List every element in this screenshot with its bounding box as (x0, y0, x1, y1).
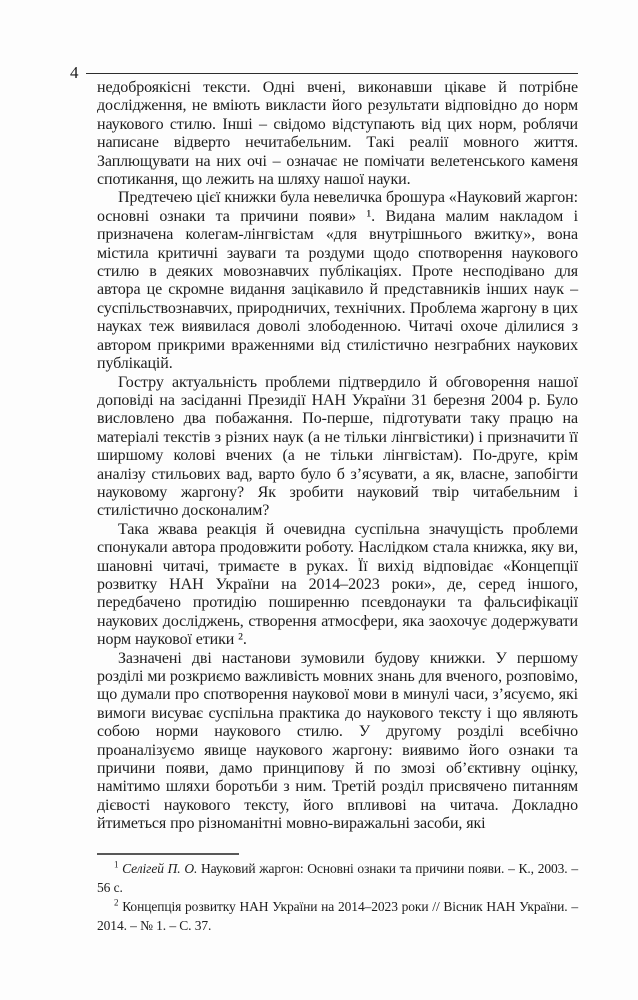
paragraph-continuation: недоброякісні тексти. Одні вчені, виконавши цікаве й потрібне дослідження, не вміють викласти його результати відповідно до норм наукового стилю. Інші – свідомо відступають від цих норм, роблячи написане відверто нечитабельним. Такі реалії мовного життя. Заплющувати на них очі – означає не помічати велетенського каменя спотикання, що лежить на шляху нашої науки. (97, 79, 578, 189)
paragraph: Така жвава реакція й очевидна суспільна значущість проблеми спонукали автора продовжити роботу. Наслідком стала книжка, яку ви, шановні читачі, тримаєте в руках. Її вихід відповідає «Концепції розвитку НАН України на 2014–2023 роки», де, серед іншого, передбачено протидію поширенню псевдонауки та фальсифікації наукових досліджень, створення атмосфери, яка заохочує додержувати норм наукової етики ². (97, 520, 578, 649)
page-number: 4 (70, 63, 79, 82)
footnote-marker: 2 (114, 897, 119, 908)
footnote (97, 859, 578, 897)
body-text (97, 79, 578, 834)
header-rule (86, 73, 579, 74)
footnote-text: Науковий жаргон: Основні ознаки та причини появи. – К., 2003. – 56 с. (97, 861, 578, 895)
footnote-marker: 1 (114, 859, 119, 870)
footnote-author: Селігей П. О. (122, 861, 198, 876)
footnote-text: Концепція розвитку НАН України на 2014–2023 роки // Вісник НАН України. – 2014. – № 1. – С. 37. (97, 899, 578, 933)
footnotes-section (97, 853, 578, 935)
paragraph: Гостру актуальність проблеми підтвердило й обговорення нашої доповіді на засіданні Президії НАН України 31 березня 2004 р. Було висловлено два побажання. По-перше, підготувати таку працю на матеріалі текстів з різних наук (а не тільки лінгвістики) і призначити її ширшому колові вчених (а не тільки лінгвістам). По-друге, крім аналізу стильових вад, варто було б з’ясувати, а як, власне, запобігти науковому жаргону? Як зробити науковий твір читабельним і стилістично досконалим? (97, 373, 578, 520)
paragraph: Зазначені дві настанови зумовили будову книжки. У першому розділі ми розкриємо важливість мовних знань для вченого, розповімо, що думали про спотворення наукової мови в минулі часи, з’ясуємо, які вимоги висуває суспільна практика до наукового тексту і що являють собою норми наукового стилю. У другому розділі всебічно проаналізуємо явище наукового жаргону: виявимо його ознаки та причини появи, дамо принципову й по змозі об’єктивну оцінку, намітимо шляхи боротьби з ним. Третій розділ присвячено питанням дієвості наукового тексту, його впливові на читача. Докладно йтиметься про різноманітні мовно-виражальні засоби, які (97, 649, 578, 833)
footnote (97, 897, 578, 935)
paragraph: Предтечею цієї книжки була невеличка брошура «Науковий жаргон: основні ознаки та причини появи» ¹. Видана малим накладом і призначена колегам-лінгвістам «для внутрішнього вжитку», вона містила критичні зауваги та роздуми щодо спотворення наукового стилю в деяких мовознавчих публікаціях. Проте несподівано для автора це скромне видання зацікавило й представників інших наук – суспільствознавчих, природничих, технічних. Проблема жаргону в цих науках теж виявилася доволі злободенною. Читачі охоче ділилися з автором прикрими враженнями від стилістично незграбних наукових публікацій. (97, 189, 578, 373)
footnote-separator-rule (97, 853, 239, 855)
